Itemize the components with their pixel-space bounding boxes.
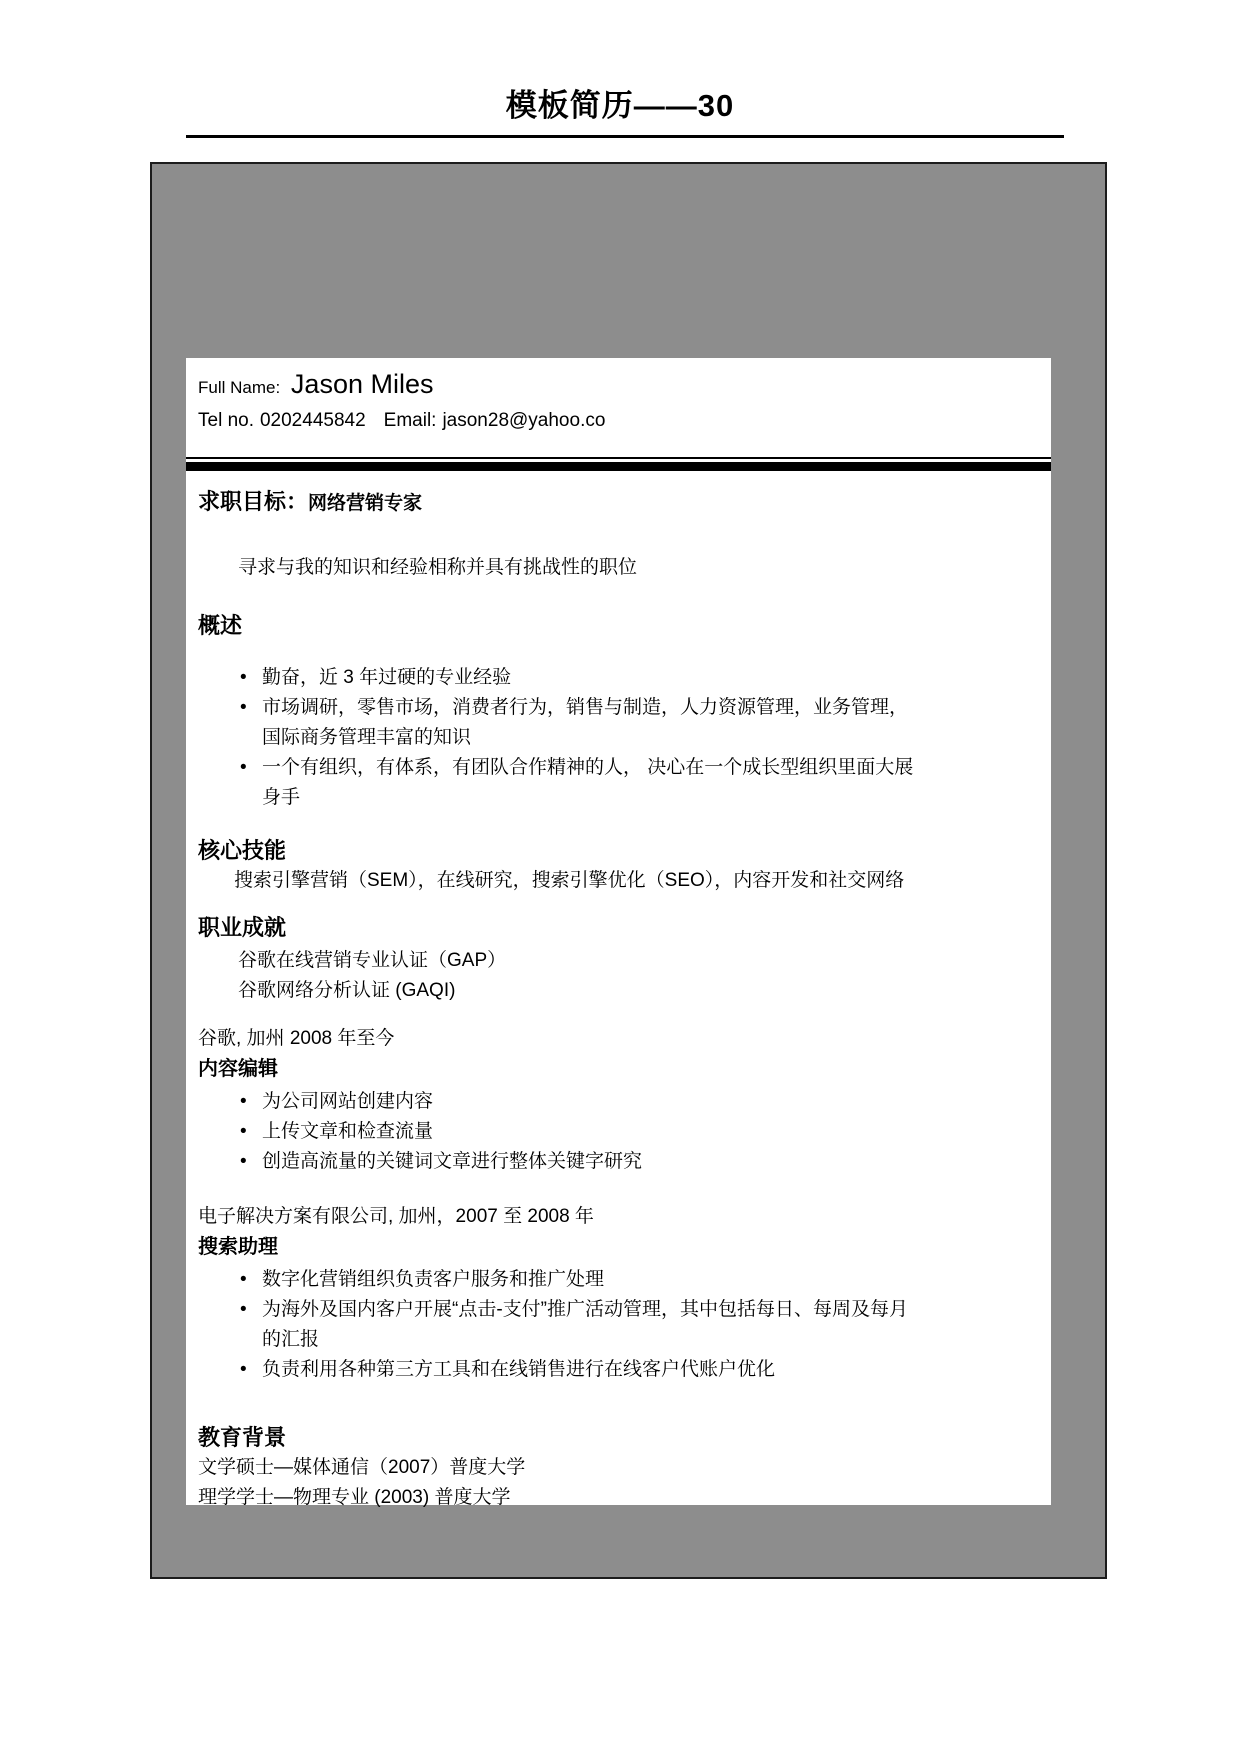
bullet-text: 数字化营销组织负责客户服务和推广处理 — [262, 1269, 605, 1290]
bullet-text: 一个有组织，有体系，有团队合作精神的人， 决心在一个成长型组织里面大展身手 — [262, 757, 914, 808]
bullet-item — [198, 1355, 1041, 1385]
job-company-line: 电子解决方案有限公司, 加州，2007 至 2008 年 — [198, 1206, 594, 1227]
objective-statement: 寻求与我的知识和经验相称并具有挑战性的职位 — [238, 557, 638, 578]
achievement-item: 谷歌在线营销专业认证（GAP） — [238, 950, 507, 971]
tel-label: Tel no. — [198, 410, 254, 431]
overview-heading: 概述 — [198, 613, 243, 638]
full-name-value: Jason Miles — [290, 369, 434, 399]
bullet-icon: • — [240, 1359, 247, 1380]
bullet-item — [198, 693, 1041, 753]
bullet-text: 为公司网站创建内容 — [262, 1091, 434, 1112]
divider-thick-bar — [186, 462, 1051, 471]
bullet-text: 创造高流量的关键词文章进行整体关键字研究 — [262, 1151, 643, 1172]
page-title: 模板简历——30 — [505, 88, 735, 123]
full-name-label: Full Name: — [198, 378, 281, 397]
overview-bullet-list — [198, 663, 1041, 813]
job-role-heading: 内容编辑 — [198, 1058, 278, 1080]
bullet-item — [198, 1147, 1041, 1177]
resume-body — [186, 358, 1051, 1508]
bullet-icon: • — [240, 1151, 247, 1172]
tel-value: 0202445842 — [259, 410, 366, 431]
education-item: 理学学士—物理专业 (2003) 普度大学 — [198, 1487, 511, 1508]
bullet-item — [198, 1087, 1041, 1117]
job-bullet-list — [198, 1265, 1041, 1385]
resume-frame — [150, 162, 1107, 1579]
resume-content — [186, 487, 1051, 1513]
bullet-item — [198, 663, 1041, 693]
education-item: 文学硕士—媒体通信（2007）普度大学 — [198, 1457, 526, 1478]
job-bullet-list — [198, 1087, 1041, 1177]
education-list — [198, 1453, 1041, 1513]
bullet-text: 上传文章和检查流量 — [262, 1121, 434, 1142]
bullet-icon: • — [240, 697, 247, 718]
tel-email-line — [198, 408, 1041, 434]
objective-heading: 求职目标： — [198, 489, 309, 514]
bullet-item — [198, 753, 1041, 813]
achievements-heading: 职业成就 — [198, 915, 287, 940]
objective-heading-line — [198, 487, 1041, 519]
job-company-line: 谷歌, 加州 2008 年至今 — [198, 1028, 395, 1049]
full-name-line — [198, 366, 1041, 406]
bullet-icon: • — [240, 667, 247, 688]
objective-title: 网络营销专家 — [308, 493, 423, 514]
core-skills-text: 搜索引擎营销（SEM），在线研究，搜索引擎优化（SEO），内容开发和社交网络 — [234, 870, 905, 891]
job-role-heading: 搜索助理 — [198, 1236, 278, 1258]
bullet-icon: • — [240, 1299, 247, 1320]
bullet-icon: • — [240, 1091, 247, 1112]
email-value: jason28@yahoo.co — [442, 410, 606, 431]
bullet-icon: • — [240, 1269, 247, 1290]
bullet-text: 负责利用各种第三方工具和在线销售进行在线客户代账户优化 — [262, 1359, 776, 1380]
email-label: Email: — [383, 410, 437, 431]
bullet-item — [198, 1295, 1041, 1355]
bullet-text: 勤奋，近 3 年过硬的专业经验 — [262, 667, 512, 688]
achievement-item: 谷歌网络分析认证 (GAQI) — [238, 980, 456, 1001]
core-skills-heading: 核心技能 — [198, 838, 287, 863]
bullet-icon: • — [240, 1121, 247, 1142]
section-divider — [186, 457, 1051, 471]
bullet-text: 为海外及国内客户开展“点击-支付”推广活动管理，其中包括每日、每周及每月的汇报 — [262, 1299, 908, 1350]
bullet-icon: • — [240, 757, 247, 778]
contact-block — [186, 358, 1051, 434]
bullet-item — [198, 1265, 1041, 1295]
title-underline — [186, 135, 1064, 138]
bullet-item — [198, 1117, 1041, 1147]
achievements-list — [198, 946, 1041, 1006]
bullet-text: 市场调研，零售市场，消费者行为，销售与制造，人力资源管理，业务管理，国际商务管理丰富的知识 — [262, 697, 909, 748]
education-heading: 教育背景 — [198, 1425, 287, 1450]
